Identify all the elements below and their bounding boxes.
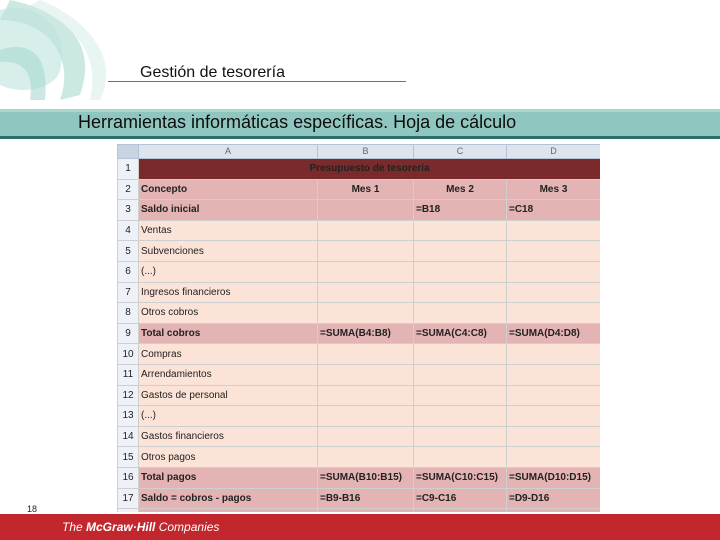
- formula-cell: [507, 447, 601, 468]
- formula-cell: [318, 261, 414, 282]
- formula-cell: [318, 406, 414, 427]
- row-number: 10: [118, 344, 139, 365]
- concept-cell: Ingresos financieros: [139, 282, 318, 303]
- formula-cell: [318, 344, 414, 365]
- row-number: 17: [118, 488, 139, 509]
- concept-cell: Ventas: [139, 220, 318, 241]
- formula-cell: [414, 241, 507, 262]
- column-header: B: [318, 145, 414, 159]
- formula-cell: =SUMA(C4:C8): [414, 323, 507, 344]
- brand-name: McGraw·Hill: [86, 520, 156, 534]
- sheet-row: [118, 509, 601, 512]
- concept-cell: (...): [139, 261, 318, 282]
- concept-cell: Otros pagos: [139, 447, 318, 468]
- row-number: 5: [118, 241, 139, 262]
- row-number: 2: [118, 179, 139, 200]
- concept-cell: Subvenciones: [139, 241, 318, 262]
- slide-subtitle: Herramientas informáticas específicas. Hoja de cálculo: [78, 112, 517, 132]
- concept-cell: Otros cobros: [139, 303, 318, 324]
- concept-cell: [139, 509, 318, 512]
- brand-prefix: The: [62, 520, 87, 534]
- slide-title: Gestión de tesorería: [140, 64, 285, 81]
- formula-cell: [414, 344, 507, 365]
- sheet-row: [118, 488, 601, 509]
- formula-cell: [507, 261, 601, 282]
- row-number: [118, 509, 139, 512]
- formula-cell: Mes 3: [507, 179, 601, 200]
- concept-cell: Gastos financieros: [139, 426, 318, 447]
- sheet-row: [118, 323, 601, 344]
- formula-cell: [507, 344, 601, 365]
- formula-cell: [414, 385, 507, 406]
- formula-cell: [414, 261, 507, 282]
- row-number: 14: [118, 426, 139, 447]
- row-number: 4: [118, 220, 139, 241]
- formula-cell: =C18: [507, 200, 601, 221]
- concept-cell: (...): [139, 406, 318, 427]
- sheet-row: [118, 406, 601, 427]
- formula-cell: [414, 364, 507, 385]
- concept-cell: Saldo inicial: [139, 200, 318, 221]
- formula-cell: [318, 241, 414, 262]
- formula-cell: =SUMA(B10:B15): [318, 467, 414, 488]
- formula-cell: [318, 385, 414, 406]
- formula-cell: [507, 241, 601, 262]
- sheet-row: [118, 385, 601, 406]
- concept-cell: Concepto: [139, 179, 318, 200]
- row-number: 7: [118, 282, 139, 303]
- formula-cell: =B9-B16: [318, 488, 414, 509]
- sheet-row: [118, 447, 601, 468]
- sheet-row: [118, 220, 601, 241]
- formula-cell: [318, 447, 414, 468]
- formula-cell: Mes 2: [414, 179, 507, 200]
- formula-cell: [414, 509, 507, 512]
- sheet-title-row: [118, 159, 601, 180]
- formula-cell: [318, 303, 414, 324]
- sheet-row: [118, 344, 601, 365]
- formula-cell: =B18: [414, 200, 507, 221]
- row-number: 8: [118, 303, 139, 324]
- formula-cell: [414, 426, 507, 447]
- sheet-row: [118, 261, 601, 282]
- formula-cell: [507, 282, 601, 303]
- concept-cell: Arrendamientos: [139, 364, 318, 385]
- title-underline: [108, 81, 406, 82]
- formula-cell: [507, 509, 601, 512]
- concept-cell: Compras: [139, 344, 318, 365]
- formula-cell: =D9-D16: [507, 488, 601, 509]
- row-number: 9: [118, 323, 139, 344]
- sheet-row: [118, 179, 601, 200]
- sheet-row: [118, 364, 601, 385]
- concept-cell: Total cobros: [139, 323, 318, 344]
- formula-cell: =SUMA(D4:D8): [507, 323, 601, 344]
- sheet-row: [118, 200, 601, 221]
- column-header-row: [118, 145, 601, 159]
- formula-cell: [318, 220, 414, 241]
- formula-cell: [318, 282, 414, 303]
- formula-cell: [414, 303, 507, 324]
- formula-cell: [318, 364, 414, 385]
- column-header: D: [507, 145, 601, 159]
- select-all-corner: [118, 145, 139, 159]
- sheet-row: [118, 282, 601, 303]
- concept-cell: Saldo = cobros - pagos: [139, 488, 318, 509]
- column-header: C: [414, 145, 507, 159]
- formula-cell: [318, 200, 414, 221]
- row-number: 6: [118, 261, 139, 282]
- spreadsheet-grid: [117, 144, 600, 512]
- formula-cell: [414, 447, 507, 468]
- formula-cell: [507, 364, 601, 385]
- formula-cell: [507, 385, 601, 406]
- formula-cell: [414, 406, 507, 427]
- formula-cell: [507, 426, 601, 447]
- sheet-row: [118, 467, 601, 488]
- formula-cell: [507, 303, 601, 324]
- formula-cell: [507, 406, 601, 427]
- row-number: 12: [118, 385, 139, 406]
- row-number: 16: [118, 467, 139, 488]
- formula-cell: [318, 426, 414, 447]
- row-number: 13: [118, 406, 139, 427]
- publisher-logo: [62, 520, 219, 534]
- formula-cell: [507, 220, 601, 241]
- row-number: 1: [118, 159, 139, 180]
- formula-cell: =SUMA(C10:C15): [414, 467, 507, 488]
- sheet-row: [118, 241, 601, 262]
- row-number: 15: [118, 447, 139, 468]
- sheet-row: [118, 303, 601, 324]
- sheet-title-cell: Presupuesto de tesorería: [139, 159, 601, 180]
- sheet-row: [118, 426, 601, 447]
- formula-cell: =SUMA(B4:B8): [318, 323, 414, 344]
- brand-suffix: Companies: [155, 520, 220, 534]
- row-number: 11: [118, 364, 139, 385]
- formula-cell: =C9-C16: [414, 488, 507, 509]
- concept-cell: Gastos de personal: [139, 385, 318, 406]
- formula-cell: [318, 509, 414, 512]
- decorative-swirl-image: [0, 0, 150, 100]
- slide-number: 18: [27, 504, 38, 514]
- formula-cell: Mes 1: [318, 179, 414, 200]
- column-header: A: [139, 145, 318, 159]
- formula-cell: [414, 220, 507, 241]
- row-number: 3: [118, 200, 139, 221]
- concept-cell: Total pagos: [139, 467, 318, 488]
- spreadsheet-screenshot: [117, 144, 600, 512]
- formula-cell: [414, 282, 507, 303]
- formula-cell: =SUMA(D10:D15): [507, 467, 601, 488]
